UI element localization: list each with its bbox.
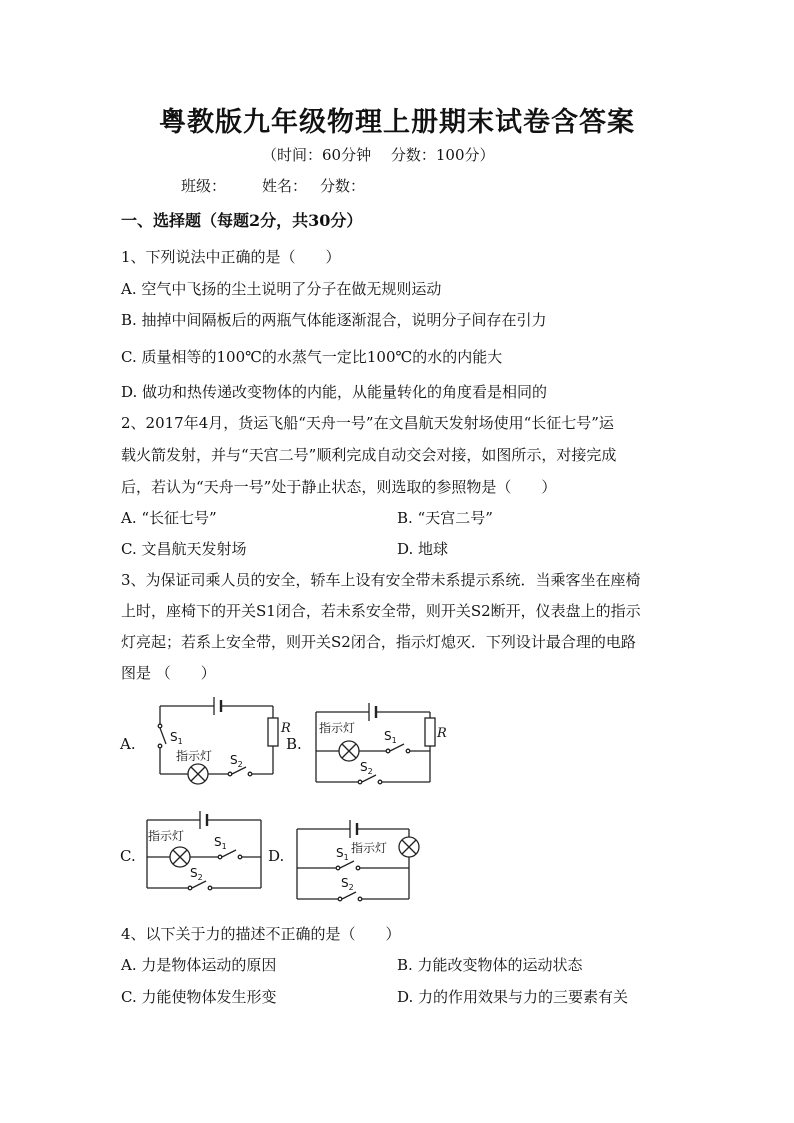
q2-option-d: D. 地球 [397,540,449,558]
q4-option-b: B. 力能改变物体的运动状态 [397,956,583,974]
d-s1-label: $S_1$ [336,846,349,862]
q3-stem-line4: 图是 （ ） [121,664,216,682]
b-s2-label: $S_2$ [360,760,373,776]
q3-stem-line2: 上时，座椅下的开关S1闭合，若未系安全带，则开关S2断开，仪表盘上的指示 [121,602,641,620]
q4-stem: 4、以下关于力的描述不正确的是（ ） [121,925,401,943]
q2-stem-line3: 后，若认为“天舟一号”处于静止状态，则选取的参照物是（ ） [121,478,557,496]
class-label: 班级： [181,177,227,195]
b-s1-label: $S_1$ [384,729,397,745]
q1-option-b: B. 抽掉中间隔板后的两瓶气体能逐渐混合，说明分子间存在引力 [121,311,547,329]
a-lamp-label: 指示灯 [176,749,213,763]
q4-option-c: C. 力能使物体发生形变 [121,988,277,1006]
q2-option-c: C. 文昌航天发射场 [121,540,247,558]
q3-option-a-label: A. [120,735,136,753]
b-lamp-label: 指示灯 [319,721,356,735]
q1-option-c: C. 质量相等的100℃的水蒸气一定比100℃的水的内能大 [121,348,503,366]
a-s2-label: $S_2$ [230,753,243,769]
name-label: 姓名： [262,177,308,195]
b-resistor-label: R [437,726,447,741]
a-s1-label: $S_1$ [170,730,183,746]
page-title: 粤教版九年级物理上册期末试卷含答案 [159,107,635,138]
q1-option-a: A. 空气中飞扬的尘土说明了分子在做无规则运动 [121,280,442,298]
q2-stem-line2: 载火箭发射，并与“天宫二号”顺利完成自动交会对接，如图所示，对接完成 [121,446,617,464]
q4-option-d: D. 力的作用效果与力的三要素有关 [397,988,629,1006]
q3-option-b-label: B. [286,735,302,753]
q3-stem-line3: 灯亮起；若系上安全带，则开关S2闭合，指示灯熄灭．下列设计最合理的电路 [121,633,636,651]
section-heading: 一、选择题（每题2分，共30分） [121,211,363,230]
q2-option-a: A. “长征七号” [121,509,217,527]
c-s2-label: $S_2$ [190,866,203,882]
exam-time-score: （时间：60分钟 分数：100分） [262,146,495,164]
q1-stem: 1、下列说法中正确的是（ ） [121,248,341,266]
q3-option-d-label: D. [268,847,285,865]
score-label: 分数： [320,177,366,195]
q2-option-b: B. “天宫二号” [397,509,493,527]
q2-stem-line1: 2、2017年4月，货运飞船“天舟一号”在文昌航天发射场使用“长征七号”运 [121,414,614,432]
c-s1-label: $S_1$ [214,835,227,851]
q4-option-a: A. 力是物体运动的原因 [121,956,277,974]
d-s2-label: $S_2$ [341,876,354,892]
d-lamp-label: 指示灯 [351,841,388,855]
q3-option-c-label: C. [120,847,136,865]
q3-stem-line1: 3、为保证司乘人员的安全，轿车上设有安全带未系提示系统．当乘客坐在座椅 [121,571,641,589]
a-resistor-label: R [281,721,291,736]
c-lamp-label: 指示灯 [148,829,185,843]
q1-option-d: D. 做功和热传递改变物体的内能，从能量转化的角度看是相同的 [121,383,548,401]
